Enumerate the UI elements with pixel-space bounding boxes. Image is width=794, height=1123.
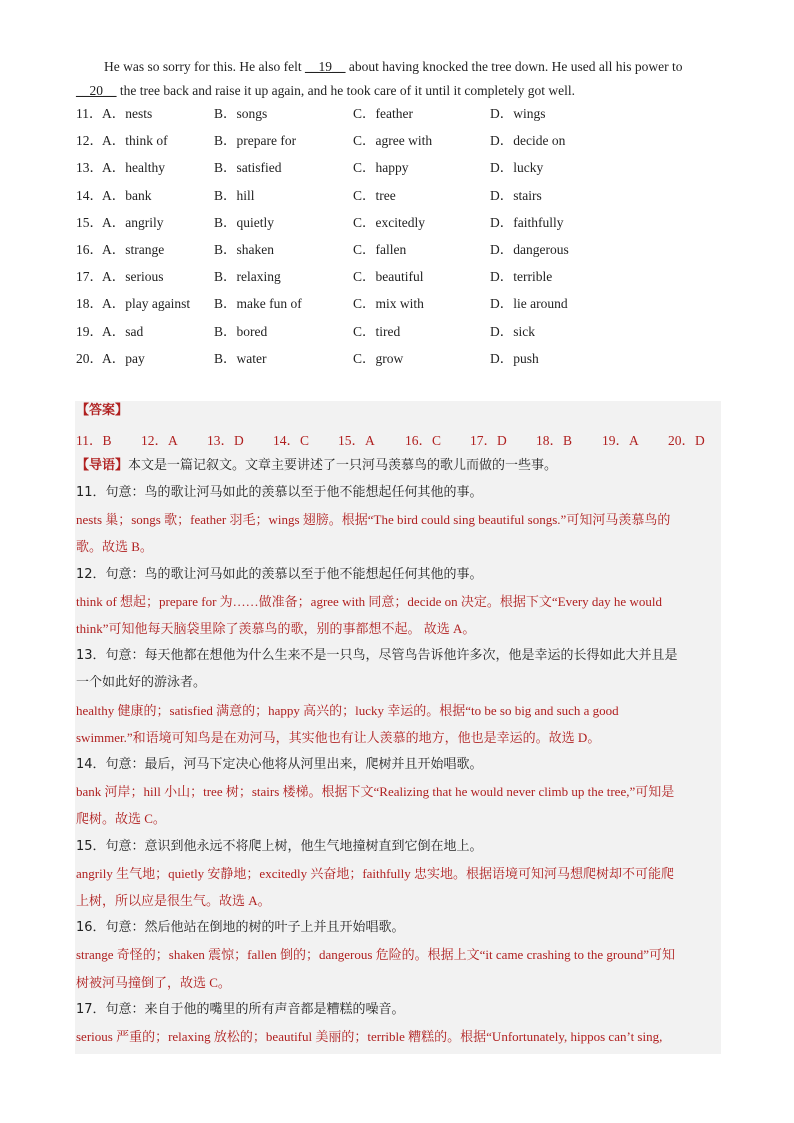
explanation-line: 歌。故选 B。 — [76, 539, 153, 555]
explanation-line: 上树，所以应是很生气。故选 A。 — [76, 893, 271, 908]
question-number: 17． — [76, 269, 103, 285]
option-a: A．strange — [102, 241, 165, 257]
option-a: A．nests — [102, 106, 153, 121]
explanation-line: 15．句意：意识到他永远不将爬上树，他生气地撞树直到它倒在地上。 — [76, 838, 483, 854]
question-row — [76, 294, 720, 321]
question-row — [76, 186, 720, 213]
blank-20: __20__ — [76, 83, 117, 98]
explanation-line: 13．句意：每天他都在想他为什么生来不是一只鸟，尽管鸟告诉他许多次，他是幸运的长得如此大并且是 — [76, 648, 678, 664]
option-c: C．excitedly — [353, 214, 425, 230]
option-a: A．sad — [102, 323, 144, 339]
option-b: B．relaxing — [214, 269, 281, 285]
option-b: B．songs — [214, 106, 268, 121]
question-row — [76, 240, 720, 267]
explanation-line: angrily 生气地；quietly 安静地；excitedly 兴奋地；faithfully 忠实地。根据语境可知河马想爬树却不可能爬 — [76, 865, 674, 881]
option-b: B．hill — [214, 187, 255, 203]
explanation-line: healthy 健康的；satisfied 满意的；happy 高兴的；lucky 幸运的。根据“to be so big and such a good — [76, 702, 619, 718]
answer-key: 15．A — [338, 433, 375, 448]
answer-key: 16．C — [405, 433, 442, 448]
option-d: D．stairs — [490, 187, 542, 203]
answer-key: 17．D — [470, 433, 507, 448]
option-d: D．wings — [490, 106, 546, 121]
explanation-line: think”可知他每天脑袋里除了羡慕鸟的歌，别的事都想不起。 故选 A。 — [76, 621, 476, 636]
question-number: 12． — [76, 133, 103, 149]
question-row — [76, 213, 720, 240]
passage-paragraph — [76, 55, 720, 103]
guide-line — [76, 456, 557, 476]
question-number: 11． — [76, 106, 103, 121]
option-c: C．mix with — [353, 296, 424, 312]
option-c: C．grow — [353, 350, 404, 366]
question-number: 18． — [76, 296, 103, 312]
option-c: C．feather — [353, 106, 413, 121]
option-a: A．serious — [102, 269, 164, 285]
question-row — [76, 131, 720, 158]
option-b: B．quietly — [214, 214, 274, 230]
option-a: A．healthy — [102, 160, 165, 176]
option-a: A．angrily — [102, 214, 164, 230]
question-row — [76, 104, 720, 131]
guide-text: 本文是一篇记叙文。文章主要讲述了一只河马羡慕鸟的歌儿而做的一些事。 — [128, 458, 558, 473]
answer-keys — [76, 429, 716, 449]
option-c: C．tired — [353, 323, 401, 339]
option-d: D．faithfully — [490, 214, 564, 230]
option-d: D．lucky — [490, 160, 544, 176]
option-c: C．tree — [353, 187, 396, 203]
passage-text: the tree back and raise it up again, and he took care of it until it completely got well. — [116, 83, 575, 98]
explanation-line: 16．句意：然后他站在倒地的树的叶子上并且开始唱歌。 — [76, 920, 405, 936]
explanation-line: think of 想起；prepare for 为……做准备；agree with 同意；decide on 决定。根据下文“Every day he would — [76, 593, 662, 609]
explanation-line: swimmer.”和语境可知鸟是在劝河马，其实他也有让人羡慕的地方，他也是幸运的。故选 D。 — [76, 729, 601, 745]
option-d: D．decide on — [490, 133, 566, 149]
explanation-line: serious 严重的；relaxing 放松的；beautiful 美丽的；terrible 糟糕的。根据“Unfortunately, hippos can’t sing, — [76, 1029, 663, 1044]
answer-key: 11．B — [76, 433, 112, 448]
question-list — [76, 104, 720, 376]
option-d: D．terrible — [490, 269, 553, 285]
passage-text: about having knocked the tree down. He used all his power to — [345, 59, 683, 74]
option-b: B．shaken — [214, 241, 274, 257]
question-number: 13． — [76, 160, 103, 176]
option-d: D．push — [490, 350, 539, 366]
explanation-line: 爬树。故选 C。 — [76, 811, 166, 827]
option-d: D．lie around — [490, 296, 568, 312]
explanation-line: 14．句意：最后，河马下定决心他将从河里出来，爬树并且开始唱歌。 — [76, 757, 483, 772]
answer-key: 13．D — [207, 433, 244, 448]
guide-label: 【导语】 — [76, 458, 129, 473]
option-a: A．think of — [102, 133, 168, 149]
option-b: B．water — [214, 350, 267, 366]
explanation-line: strange 奇怪的；shaken 震惊；fallen 倒的；dangerous 危险的。根据上文“it came crashing to the ground”可知 — [76, 947, 675, 963]
explanation-line: 树被河马撞倒了，故选 C。 — [76, 974, 231, 990]
option-a: A．bank — [102, 187, 152, 203]
answer-heading — [76, 401, 128, 421]
answer-key: 14．C — [273, 433, 310, 448]
option-c: C．beautiful — [353, 269, 424, 285]
option-c: C．fallen — [353, 241, 407, 257]
answer-key: 19．A — [602, 433, 639, 448]
option-b: B．satisfied — [214, 160, 282, 176]
explanation-line: bank 河岸；hill 小山；tree 树；stairs 楼梯。根据下文“Realizing that he would never climb up the tree,”可知是 — [76, 784, 675, 800]
option-b: B．bored — [214, 323, 268, 339]
option-a: A．play against — [102, 296, 191, 312]
option-d: D．dangerous — [490, 241, 569, 257]
explanation-line: 11．句意：鸟的歌让河马如此的羡慕以至于他不能想起任何其他的事。 — [76, 485, 483, 500]
answer-key: 18．B — [536, 433, 573, 448]
option-a: A．pay — [102, 350, 145, 366]
question-row — [76, 267, 720, 294]
question-row — [76, 322, 720, 349]
question-row — [76, 349, 720, 376]
question-number: 19． — [76, 323, 103, 339]
option-d: D．sick — [490, 323, 535, 339]
answer-section — [75, 401, 721, 1054]
passage-text: He was so sorry for this. He also felt — [104, 59, 305, 74]
question-number: 15． — [76, 214, 103, 230]
option-b: B．make fun of — [214, 296, 302, 312]
answer-key: 12．A — [141, 433, 178, 448]
explanation-line: 一个如此好的游泳者。 — [76, 675, 207, 691]
question-number: 20． — [76, 350, 103, 366]
question-number: 16． — [76, 241, 103, 257]
answer-key: 20．D — [668, 433, 705, 448]
explanation-line: 17．句意：来自于他的嘴里的所有声音都是糟糕的噪音。 — [76, 1001, 405, 1017]
explanation-line: 12．句意：鸟的歌让河马如此的羡慕以至于他不能想起任何其他的事。 — [76, 566, 483, 582]
option-c: C．agree with — [353, 133, 433, 149]
question-row — [76, 158, 720, 185]
question-number: 14． — [76, 187, 103, 203]
option-c: C．happy — [353, 160, 409, 176]
option-b: B．prepare for — [214, 133, 297, 149]
blank-19: __19__ — [304, 59, 346, 74]
explanation-line: nests 巢；songs 歌；feather 羽毛；wings 翅膀。根据“The bird could sing beautiful songs.”可知河马羡慕鸟的 — [76, 512, 671, 528]
answer-heading-label: 【答案】 — [76, 403, 129, 418]
